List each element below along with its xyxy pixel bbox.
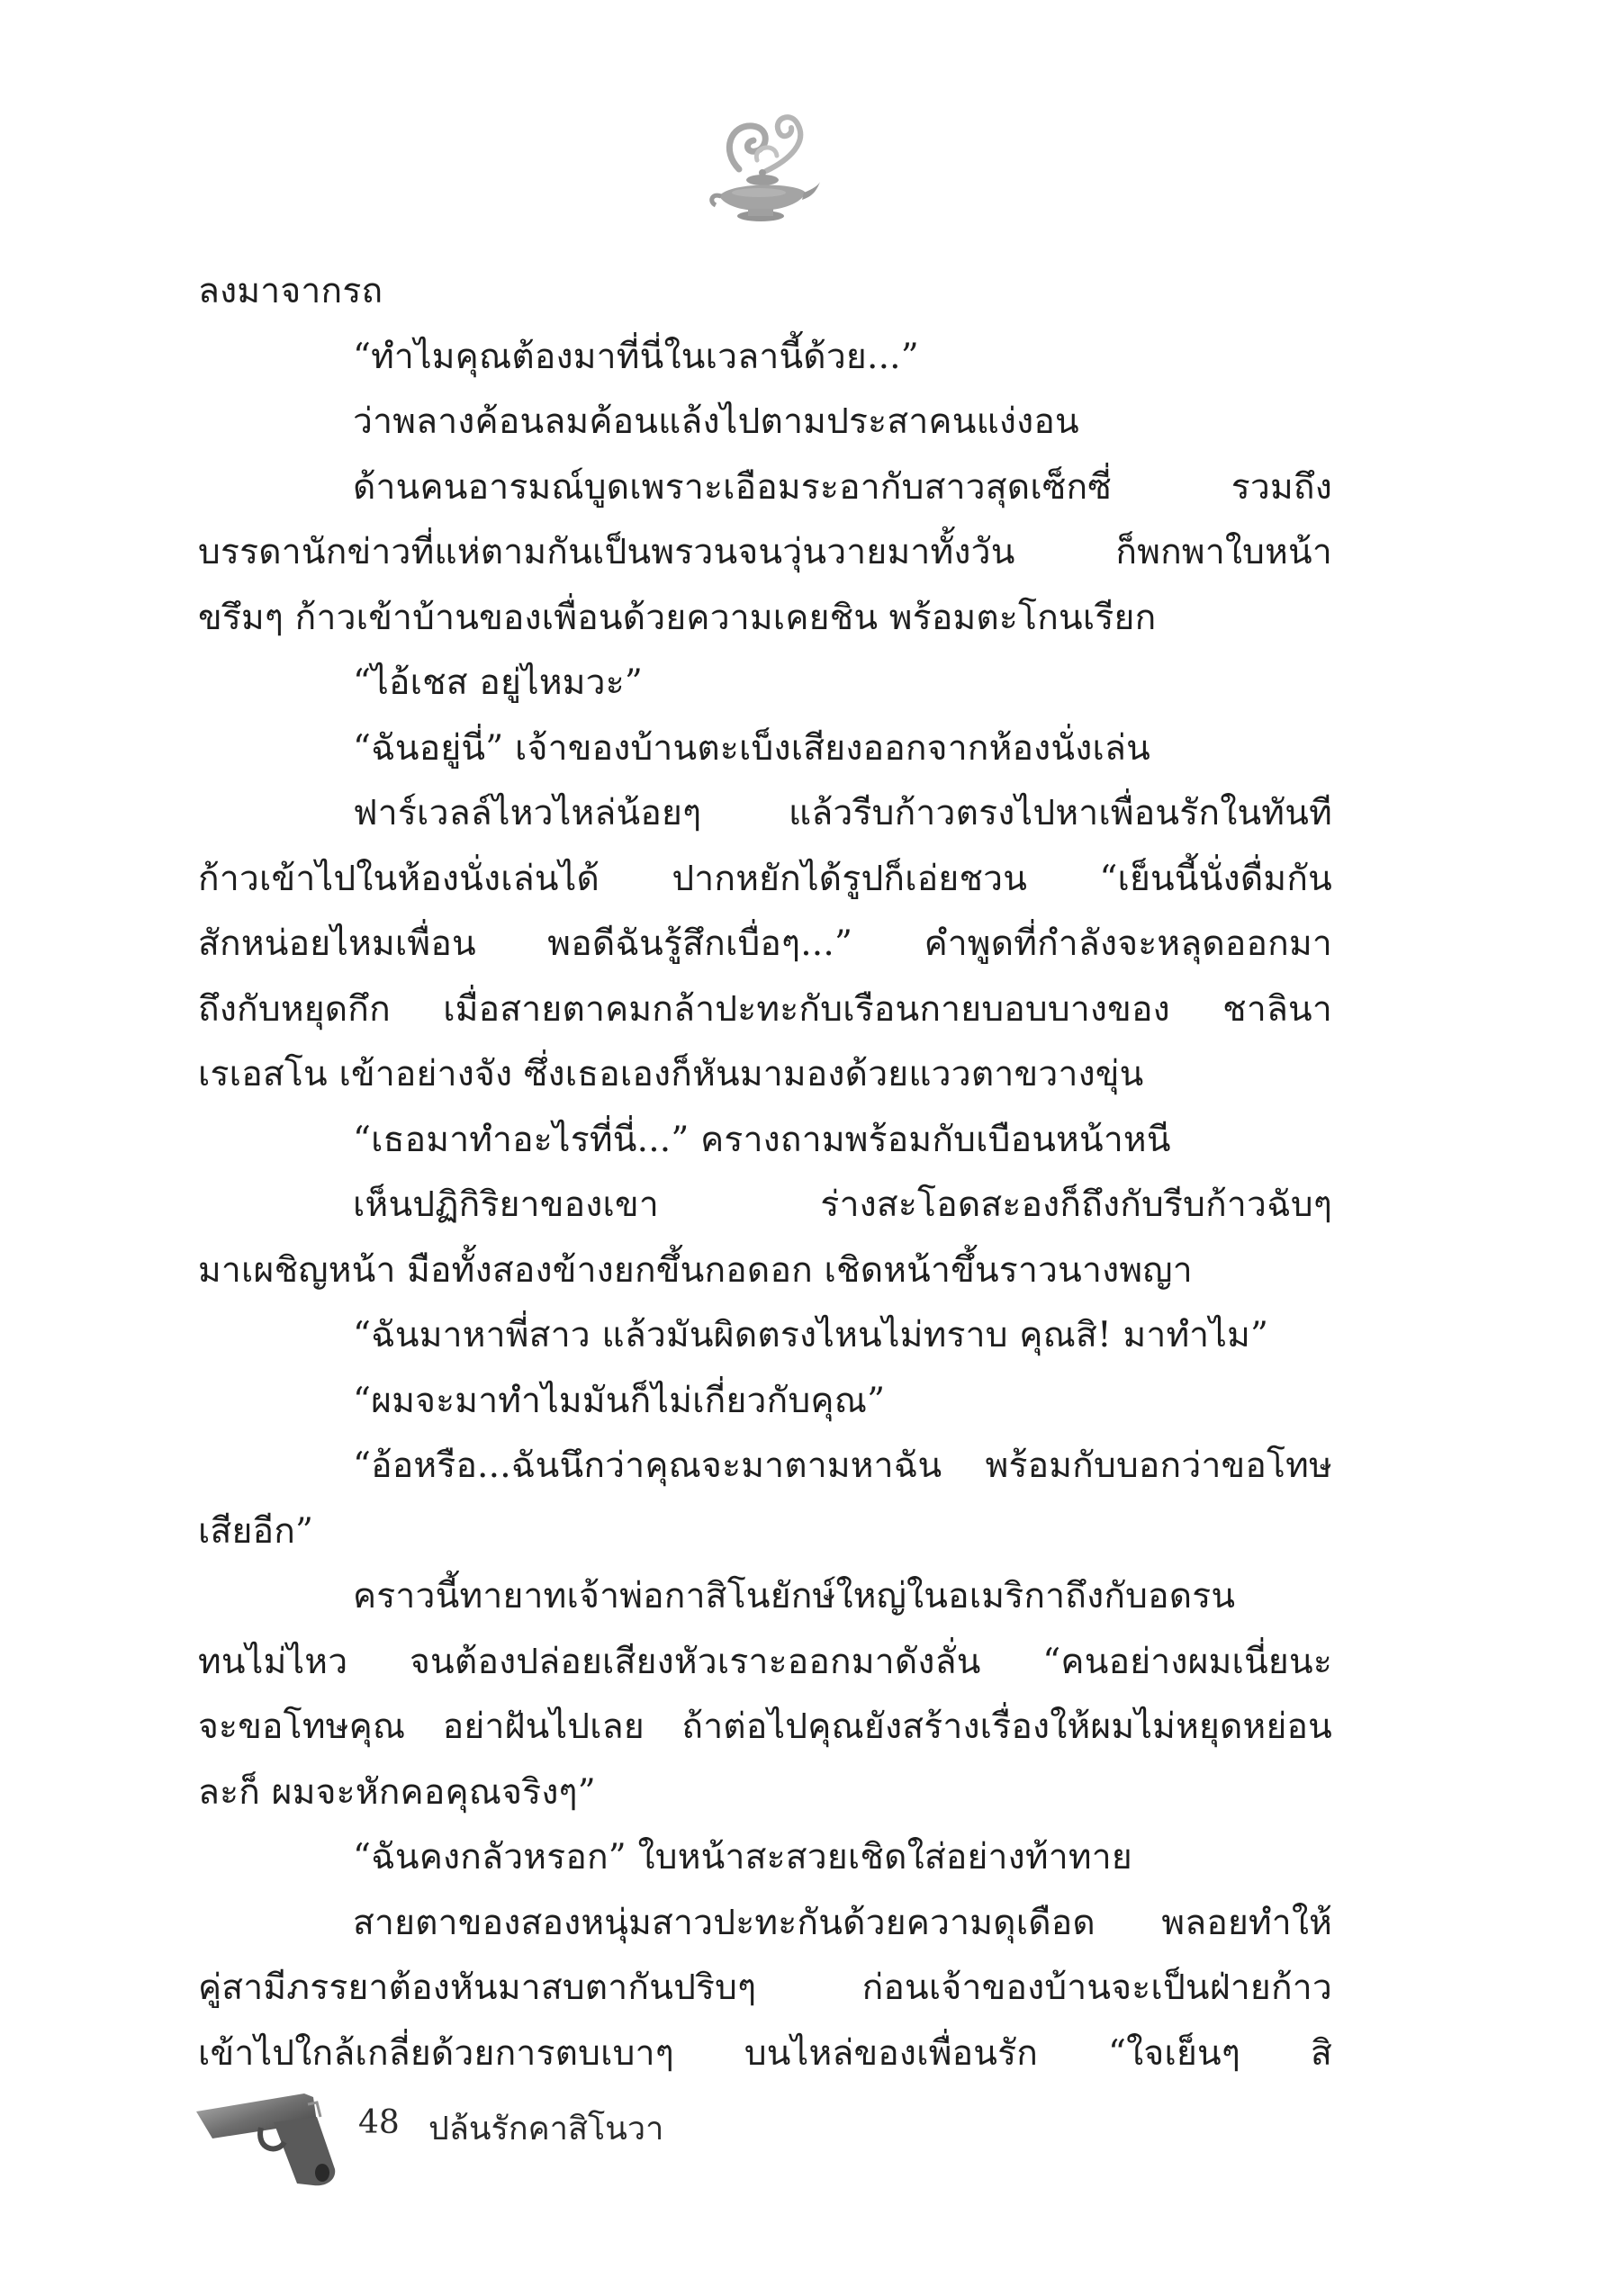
text-line: สักหน่อยไหมเพื่อน พอดีฉันรู้สึกเบื่อๆ...” คำพูดที่กำลังจะหลุดออกมา bbox=[198, 923, 1332, 964]
text-line: “ฉันคงกลัวหรอก” ใบหน้าสะสวยเชิดใส่อย่างท้าทาย bbox=[353, 1837, 1132, 1877]
page-number: 48 bbox=[358, 2104, 400, 2141]
text-line: “ทำไมคุณต้องมาที่นี่ในเวลานี้ด้วย...” bbox=[353, 336, 919, 377]
book-title: ปล้นรักคาสิโนวา bbox=[428, 2111, 664, 2147]
text-line: “ผมจะมาทำไมมันก็ไม่เกี่ยวกับคุณ” bbox=[353, 1380, 886, 1421]
text-line: ด้านคนอารมณ์บูดเพราะเอือมระอากับสาวสุดเซ็กซี่ รวมถึง bbox=[353, 466, 1332, 508]
text-line: “อ้อหรือ...ฉันนึกว่าคุณจะมาตามหาฉัน พร้อมกับบอกว่าขอโทษ bbox=[353, 1445, 1332, 1486]
text-line: เห็นปฏิกิริยาของเขา ร่างสะโอดสะองก็ถึงกับรีบก้าวฉับๆ bbox=[353, 1184, 1332, 1225]
text-line: เข้าไปใกล้เกลี่ยด้วยการตบเบาๆ บนไหล่ของเพื่อนรัก “ใจเย็นๆ สิ bbox=[198, 2032, 1332, 2074]
text-line: ถึงกับหยุดกึก เมื่อสายตาคมกล้าปะทะกับเรือนกายบอบบางของ ชาลินา bbox=[198, 988, 1332, 1030]
text-line: คราวนี้ทายาทเจ้าพ่อกาสิโนยักษ์ใหญ่ในอเมริกาถึงกับอดรน bbox=[353, 1576, 1236, 1616]
genie-lamp-icon bbox=[703, 106, 822, 232]
pistol-icon bbox=[191, 2086, 362, 2192]
text-line: “เธอมาทำอะไรที่นี่...” ครางถามพร้อมกับเบือนหน้าหนี bbox=[353, 1119, 1171, 1160]
text-line: ขรึมๆ ก้าวเข้าบ้านของเพื่อนด้วยความเคยชิน พร้อมตะโกนเรียก bbox=[198, 597, 1157, 638]
text-line: ทนไม่ไหว จนต้องปล่อยเสียงหัวเราะออกมาดังลั่น “คนอย่างผมเนี่ยนะ bbox=[198, 1641, 1332, 1682]
text-line: มาเผชิญหน้า มือทั้งสองข้างยกขึ้นกอดอก เชิดหน้าขึ้นราวนางพญา bbox=[198, 1249, 1193, 1291]
body-text bbox=[198, 259, 1332, 2086]
text-line: เสียอีก” bbox=[198, 1510, 314, 1552]
text-line: สายตาของสองหนุ่มสาวปะทะกันด้วยความดุเดือด พลอยทำให้ bbox=[353, 1902, 1332, 1943]
text-line: ละก็ ผมจะหักคอคุณจริงๆ” bbox=[198, 1771, 596, 1813]
text-line: ว่าพลางค้อนลมค้อนแล้งไปตามประสาคนแง่งอน bbox=[353, 401, 1079, 442]
text-line: “ฉันมาหาพี่สาว แล้วมันผิดตรงไหนไม่ทราบ คุณสิ! มาทำไม” bbox=[353, 1315, 1269, 1355]
text-line: ก้าวเข้าไปในห้องนั่งเล่นได้ ปากหยักได้รูปก็เอ่ยชวน “เย็นนี้นั่งดื่มกัน bbox=[198, 858, 1332, 899]
text-line: เรเอสโน เข้าอย่างจัง ซึ่งเธอเองก็หันมามองด้วยแววตาขวางขุ่น bbox=[198, 1054, 1144, 1094]
text-line: บรรดานักข่าวที่แห่ตามกันเป็นพรวนจนวุ่นวายมาทั้งวัน ก็พกพาใบหน้า bbox=[198, 532, 1332, 572]
text-line: “ไอ้เชส อยู่ไหมวะ” bbox=[353, 662, 644, 703]
page-footer bbox=[191, 2086, 821, 2194]
text-line: ฟาร์เวลล์ไหวไหล่น้อยๆ แล้วรีบก้าวตรงไปหาเพื่อนรักในทันที bbox=[353, 793, 1332, 833]
text-line: คู่สามีภรรยาต้องหันมาสบตากันปริบๆ ก่อนเจ้าของบ้านจะเป็นฝ่ายก้าว bbox=[198, 1967, 1332, 2008]
text-line: “ฉันอยู่นี่” เจ้าของบ้านตะเบ็งเสียงออกจากห้องนั่งเล่น bbox=[353, 727, 1150, 769]
text-line: ลงมาจากรถ bbox=[198, 271, 383, 311]
text-line: จะขอโทษคุณ อย่าฝันไปเลย ถ้าต่อไปคุณยังสร้างเรื่องให้ผมไม่หยุดหย่อน bbox=[198, 1706, 1332, 1747]
